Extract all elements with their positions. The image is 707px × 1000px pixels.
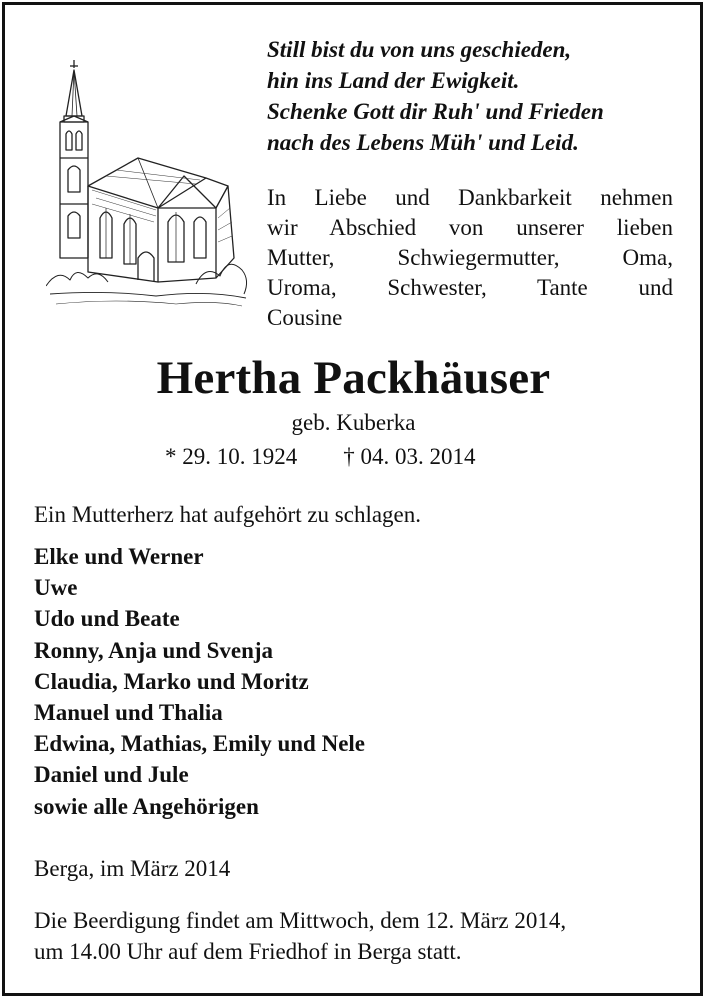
life-dates	[165, 442, 545, 472]
verse-line: Still bist du von uns geschieden,	[267, 37, 572, 62]
funeral-notice	[34, 905, 684, 967]
verse-line: hin ins Land der Ewigkeit.	[267, 68, 520, 93]
church-illustration-icon	[46, 58, 251, 308]
intro-line: In Liebe und Dankbarkeit nehmen	[267, 185, 673, 210]
birth-date: * 29. 10. 1924	[165, 444, 298, 469]
mourner-item: Claudia, Marko und Moritz	[34, 668, 309, 694]
intro-line: Mutter, Schwiegermutter, Oma,	[267, 245, 673, 270]
heart-line: Ein Mutterherz hat aufgehört zu schlagen.	[34, 502, 422, 527]
mourner-item: Elke und Werner	[34, 544, 204, 569]
intro-line: Cousine	[267, 305, 343, 330]
intro-line: wir Abschied von unserer lieben	[267, 215, 673, 240]
mourner-item: Uwe	[34, 575, 78, 601]
intro-line: Uroma, Schwester, Tante und	[267, 275, 673, 300]
memorial-verse	[267, 34, 687, 158]
mourners-list	[34, 541, 674, 822]
place-date: Berga, im März 2014	[34, 856, 231, 881]
verse-line: nach des Lebens Müh' und Leid.	[267, 130, 579, 155]
mourner-item: sowie alle Angehörigen	[34, 793, 259, 819]
mourner-item: Daniel und Jule	[34, 762, 189, 788]
death-date: † 04. 03. 2014	[343, 444, 476, 469]
birth-name: geb. Kuberka	[291, 410, 416, 435]
verse-line: Schenke Gott dir Ruh' und Frieden	[267, 99, 604, 124]
mourner-item: Edwina, Mathias, Emily und Nele	[34, 731, 365, 757]
deceased-name: Hertha Packhäuser	[156, 352, 551, 404]
funeral-line: um 14.00 Uhr auf dem Friedhof in Berga statt.	[34, 939, 462, 964]
funeral-line: Die Beerdigung findet am Mittwoch, dem 12. März 2014,	[34, 908, 567, 933]
mourner-item: Udo und Beate	[34, 606, 180, 632]
intro-paragraph	[267, 183, 673, 333]
mourner-item: Ronny, Anja und Svenja	[34, 637, 274, 663]
mourner-item: Manuel und Thalia	[34, 700, 223, 726]
